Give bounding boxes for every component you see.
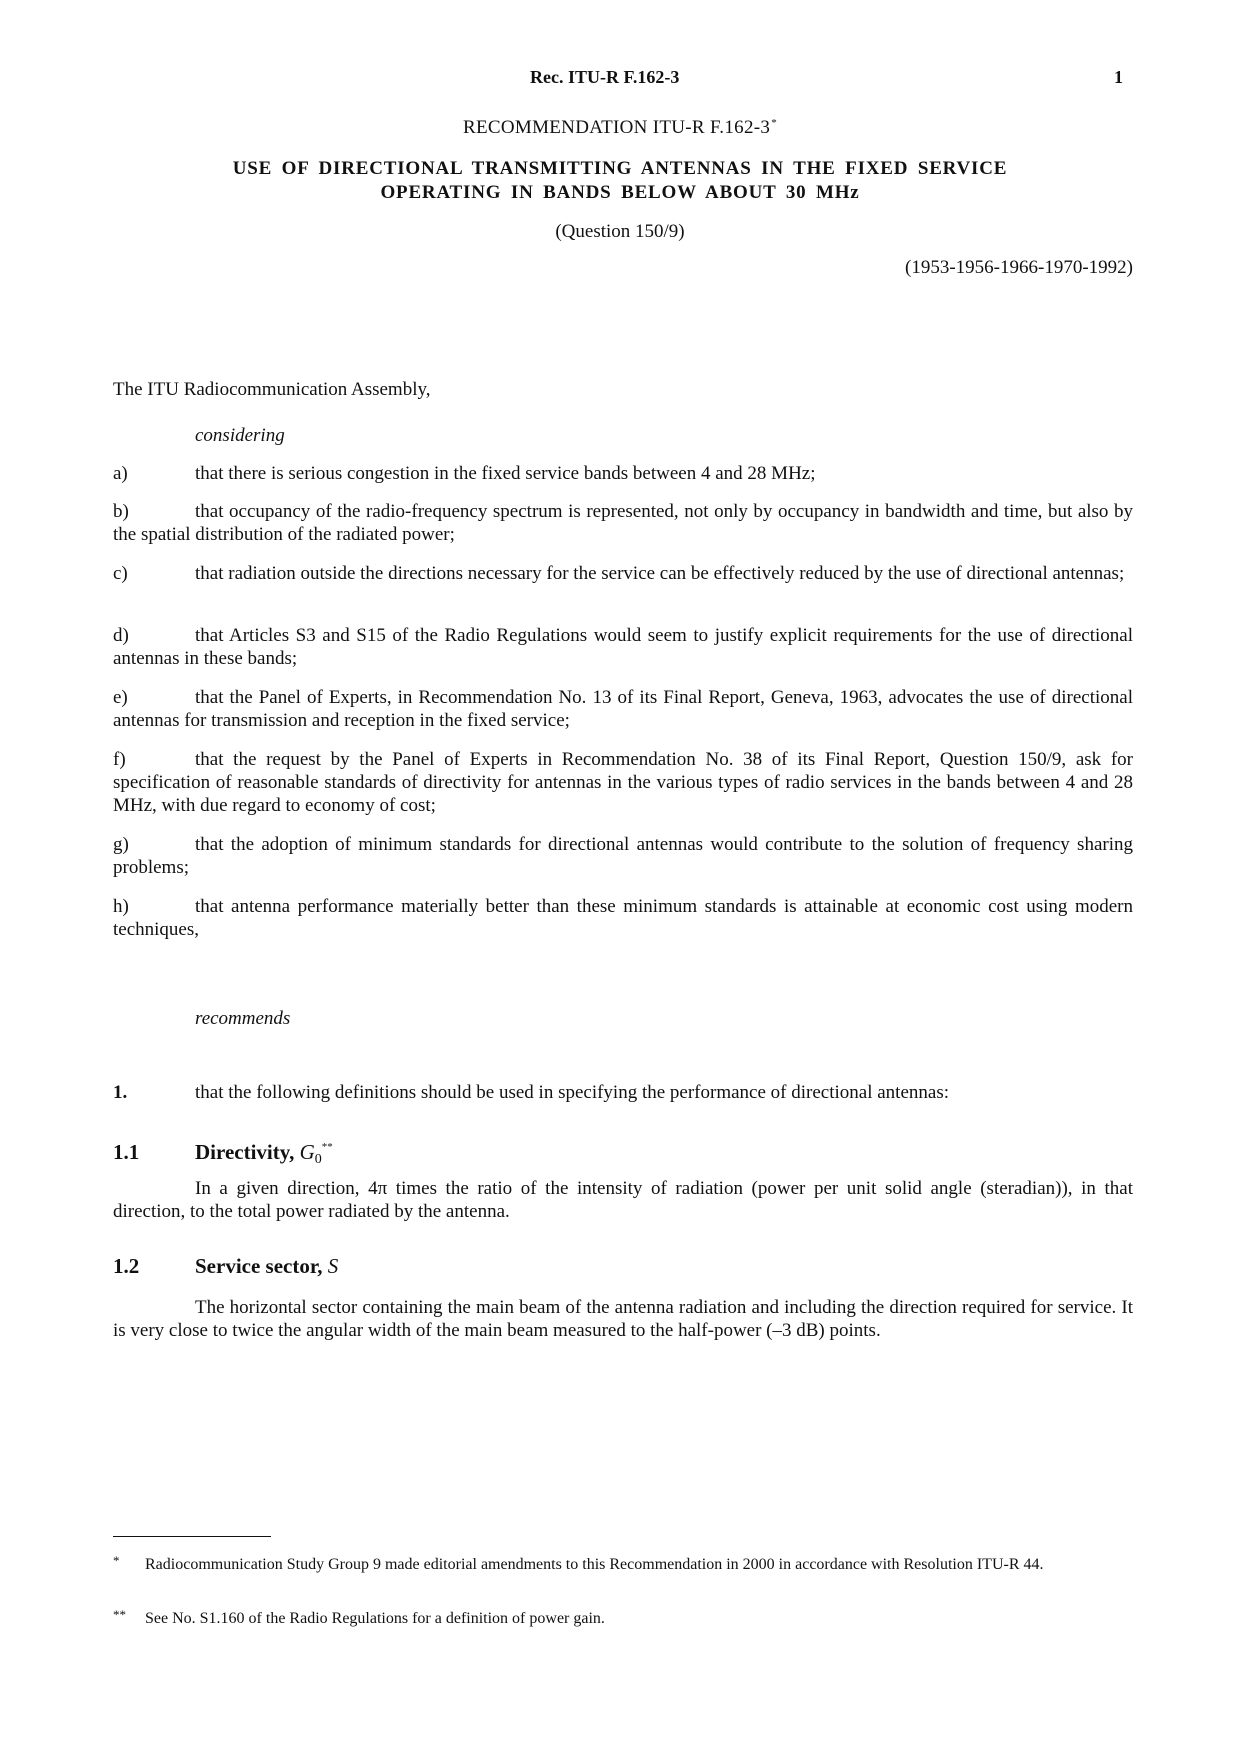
footnote-1 bbox=[113, 1555, 1133, 1575]
consideration-g bbox=[113, 833, 1133, 879]
symbol-subscript: 0 bbox=[314, 1152, 322, 1167]
page-number: 1 bbox=[1114, 67, 1123, 87]
assembly-statement: The ITU Radiocommunication Assembly, bbox=[113, 379, 431, 400]
consideration-h bbox=[113, 895, 1133, 941]
consideration-label: h) bbox=[113, 896, 129, 917]
consideration-text: that radiation outside the directions necessary for the service can be effectively reduced by the use of directional antennas; bbox=[195, 563, 1125, 584]
considering-heading: considering bbox=[195, 425, 285, 446]
consideration-text: that Articles S3 and S15 of the Radio Regulations would seem to justify explicit requirements for the use of directional antennas in these bands; bbox=[113, 625, 1133, 669]
consideration-a bbox=[113, 462, 1133, 485]
footnote-ref-1: * bbox=[771, 117, 777, 129]
consideration-label: a) bbox=[113, 463, 128, 484]
recommendation-item-1 bbox=[113, 1081, 1133, 1104]
section-symbol: S bbox=[327, 1254, 339, 1278]
consideration-text: that occupancy of the radio-frequency spectrum is represented, not only by occupancy in bandwidth and time, but also by the spatial distribution of the radiated power; bbox=[113, 501, 1133, 545]
item-number: 1. bbox=[113, 1082, 128, 1103]
consideration-text: that the request by the Panel of Experts in Recommendation No. 38 of its Final Report, Question 150/9, ask for specification of reasonable standards of directivity for antennas in the various types of radio services in the bands between 4 and 28 MHz, with due regard to economy of cost; bbox=[113, 749, 1133, 816]
consideration-label: c) bbox=[113, 563, 128, 584]
consideration-label: e) bbox=[113, 687, 128, 708]
consideration-label: d) bbox=[113, 625, 129, 646]
consideration-label: f) bbox=[113, 749, 126, 770]
consideration-b bbox=[113, 500, 1133, 546]
document-title bbox=[0, 157, 1240, 205]
item-text: that the following definitions should be used in specifying the performance of directional antennas: bbox=[195, 1082, 949, 1103]
consideration-c bbox=[113, 562, 1133, 585]
question-reference: (Question 150/9) bbox=[555, 221, 685, 242]
section-number: 1.1 bbox=[113, 1140, 140, 1164]
running-header: Rec. ITU-R F.162-3 bbox=[530, 67, 680, 87]
footnote-mark: * bbox=[113, 1553, 120, 1568]
footnote-mark: ** bbox=[113, 1607, 126, 1622]
section-body-1-2: The horizontal sector containing the main beam of the antenna radiation and including the direction required for service. It is very close to twice the angular width of the main beam measured to the half-power (–3 dB) points. bbox=[113, 1297, 1133, 1341]
footnote-text: Radiocommunication Study Group 9 made editorial amendments to this Recommendation in 2000 in accordance with Resolution ITU-R 44. bbox=[145, 1556, 1044, 1573]
section-number: 1.2 bbox=[113, 1254, 140, 1278]
footnote-divider bbox=[113, 1536, 271, 1537]
section-title: Service sector, bbox=[195, 1254, 328, 1278]
section-symbol: G bbox=[299, 1140, 315, 1164]
consideration-e bbox=[113, 686, 1133, 732]
section-heading-1-2 bbox=[113, 1255, 338, 1278]
section-title: Directivity, bbox=[195, 1140, 300, 1164]
footnote-ref-2: ** bbox=[321, 1141, 333, 1153]
consideration-label: g) bbox=[113, 834, 129, 855]
recommendation-number bbox=[0, 112, 1240, 139]
footnote-text: See No. S1.160 of the Radio Regulations for a definition of power gain. bbox=[145, 1610, 605, 1627]
title-line-2: OPERATING IN BANDS BELOW ABOUT 30 MHz bbox=[380, 182, 860, 203]
consideration-d bbox=[113, 624, 1133, 670]
consideration-text: that the Panel of Experts, in Recommendation No. 13 of its Final Report, Geneva, 1963, advocates the use of directional antennas for transmission and reception in the fixed service; bbox=[113, 687, 1133, 731]
consideration-text: that the adoption of minimum standards for directional antennas would contribute to the solution of frequency sharing problems; bbox=[113, 834, 1133, 878]
consideration-label: b) bbox=[113, 501, 129, 522]
consideration-text: that there is serious congestion in the fixed service bands between 4 and 28 MHz; bbox=[195, 463, 816, 484]
footnote-2 bbox=[113, 1609, 1133, 1629]
section-body-1-1: In a given direction, 4π times the ratio of the intensity of radiation (power per unit solid angle (steradian)), in that direction, to the total power radiated by the antenna. bbox=[113, 1178, 1133, 1222]
consideration-f bbox=[113, 748, 1133, 817]
title-line-1: USE OF DIRECTIONAL TRANSMITTING ANTENNAS IN THE FIXED SERVICE bbox=[232, 158, 1008, 179]
consideration-text: that antenna performance materially better than these minimum standards is attainable at economic cost using modern techniques, bbox=[113, 896, 1133, 940]
section-heading-1-1 bbox=[113, 1136, 333, 1171]
recommendation-label: RECOMMENDATION ITU-R F.162-3 bbox=[463, 117, 771, 138]
revision-dates: (1953-1956-1966-1970-1992) bbox=[905, 257, 1133, 278]
recommends-heading: recommends bbox=[195, 1008, 291, 1029]
